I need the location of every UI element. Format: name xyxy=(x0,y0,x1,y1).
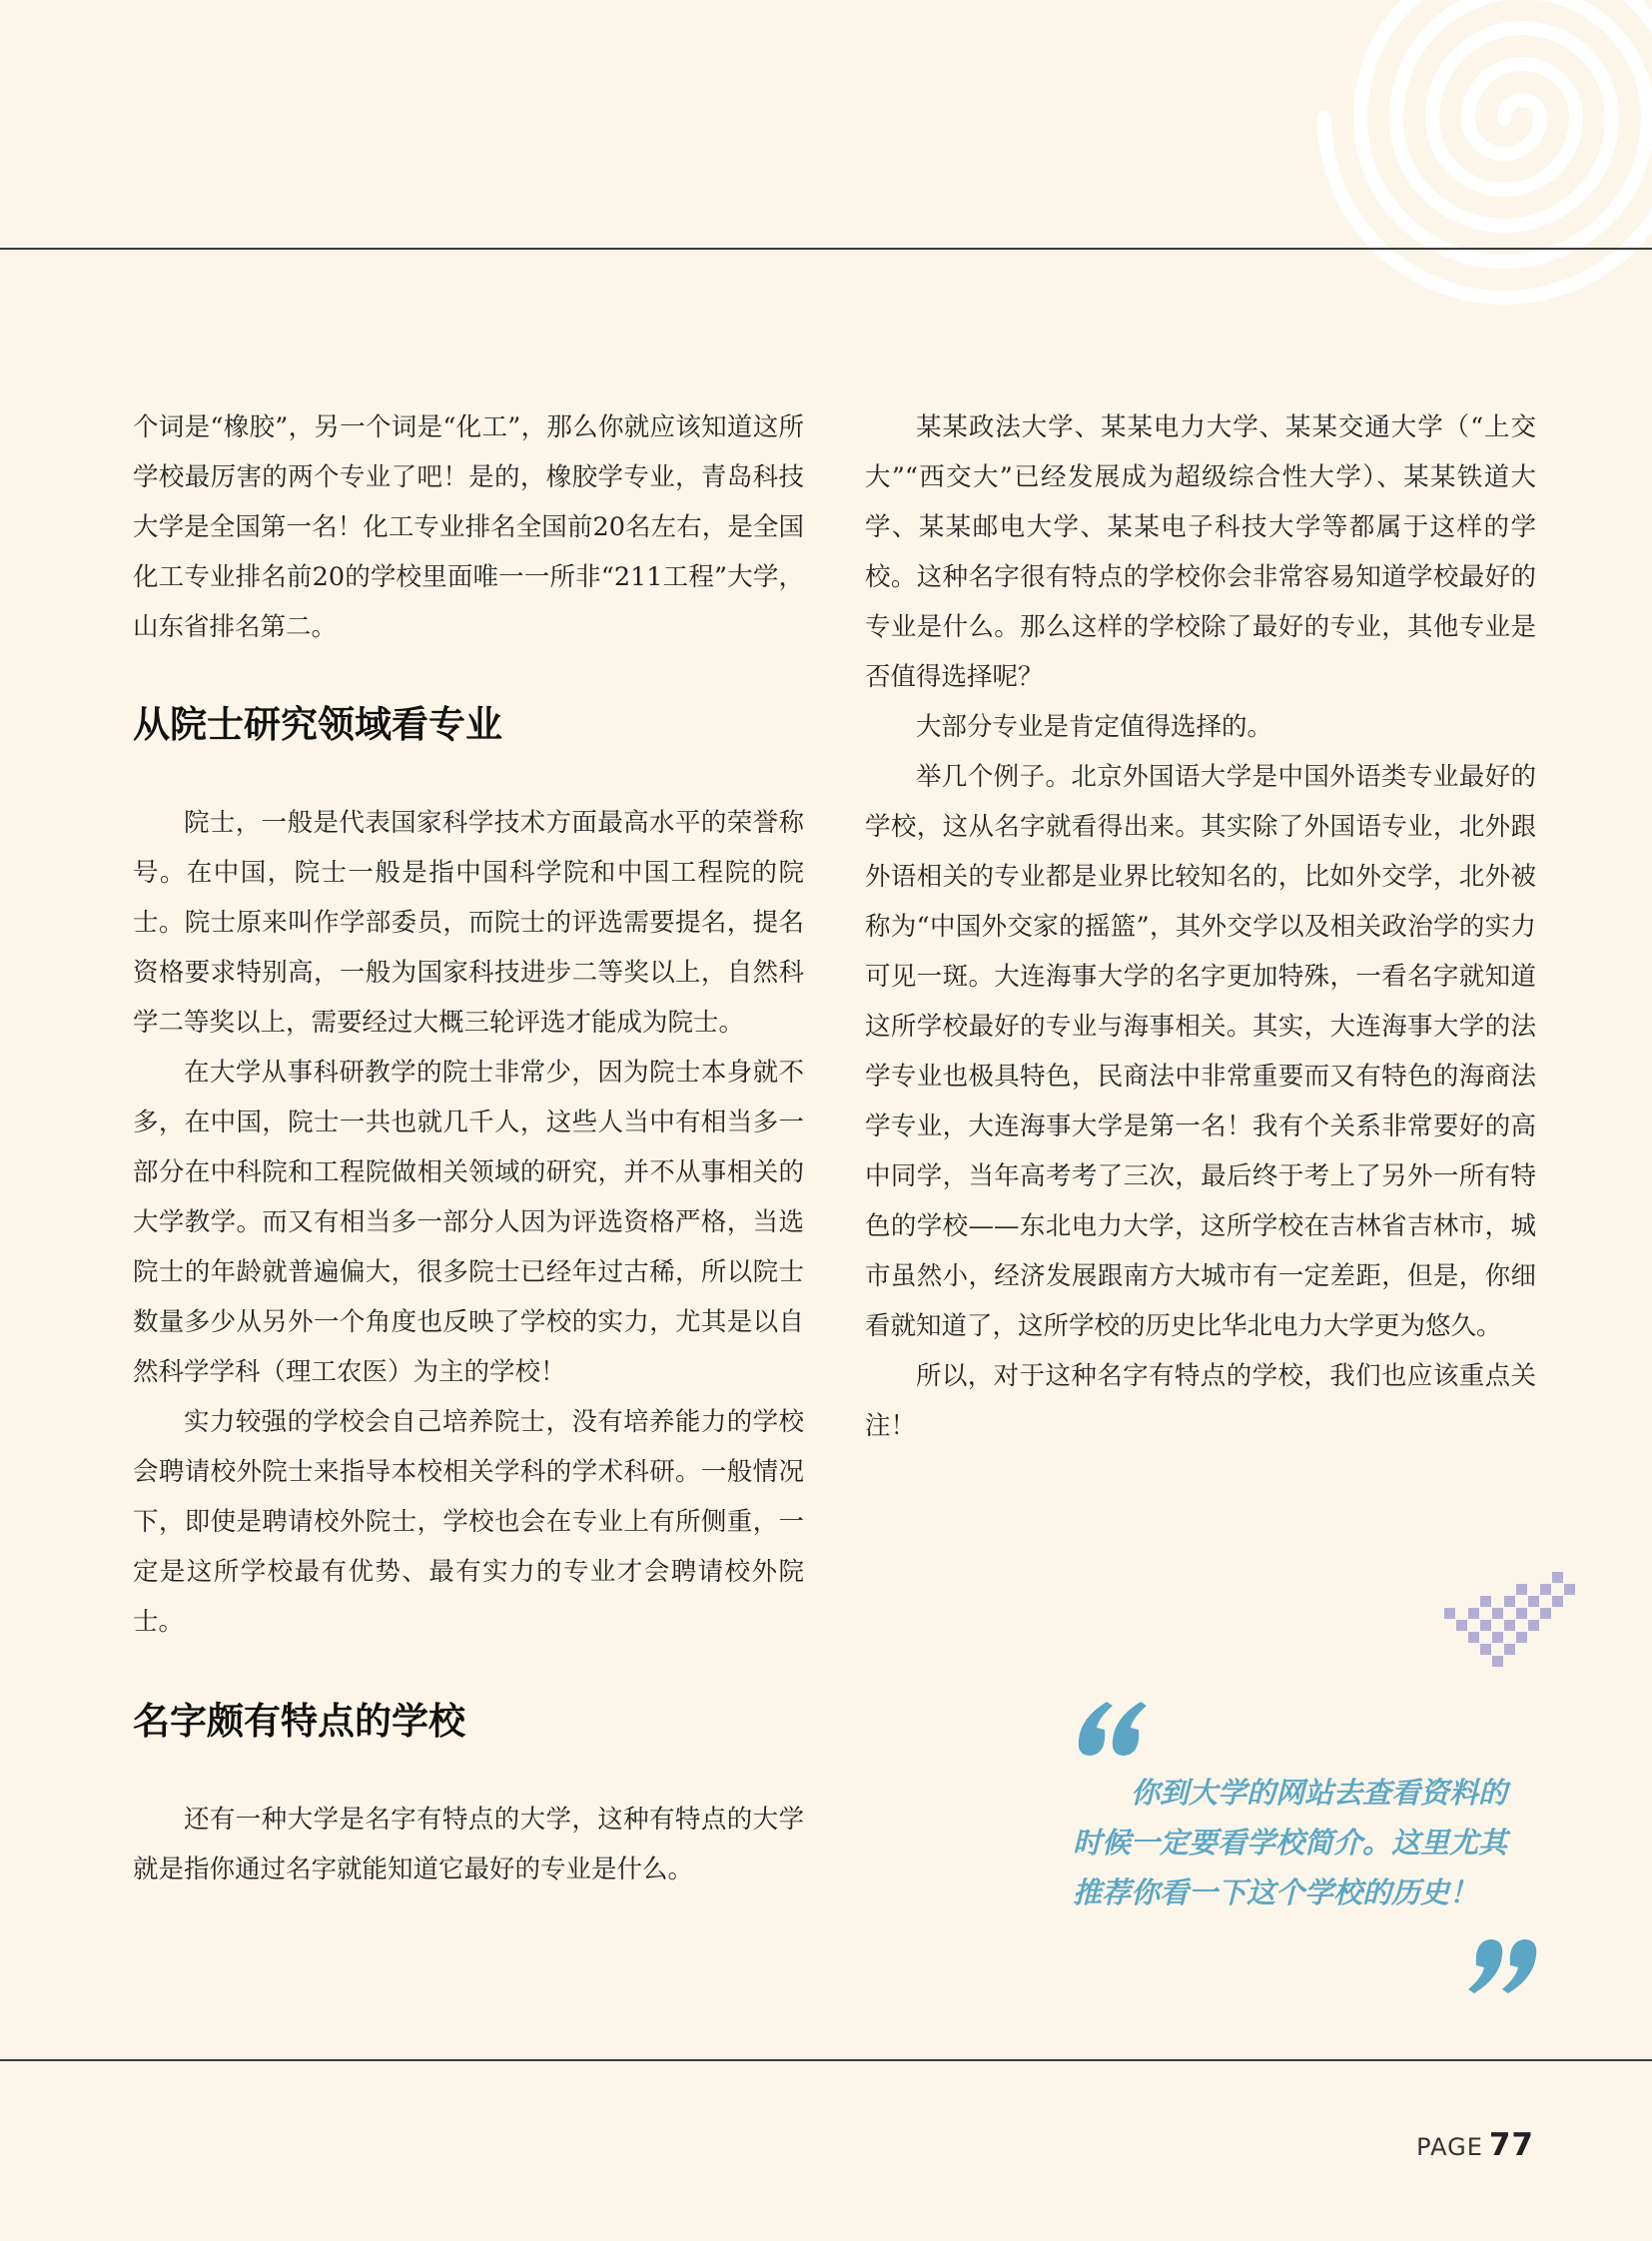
pixel-cross-decoration-icon xyxy=(1444,1564,1578,1674)
pull-quote-line-1: 你到大学的网站去查看资料的 xyxy=(1131,1776,1508,1810)
left-column xyxy=(133,402,804,1894)
right-paragraph-1: 某某政法大学、某某电力大学、某某交通大学（“上交大”“西交大”已经发展成为超级综合性大学）、某某铁道大学、某某邮电大学、某某电子科技大学等都属于这样的学校。这种名字很有特点的学校你会非常容易知道学校最好的专业是什么。那么这样的学校除了最好的专业，其他专业是否值得选择呢？ xyxy=(865,412,1536,692)
right-paragraph-3: 举几个例子。北京外国语大学是中国外语类专业最好的学校，这从名字就看得出来。其实除了外国语专业，北外跟外语相关的专业都是业界比较知名的，比如外交学，北外被称为“中国外交家的摇篮”，其外交学以及相关政治学的实力可见一斑。大连海事大学的名字更加特殊，一看名字就知道这所学校最好的专业与海事相关。其实，大连海事大学的法学专业也极具特色，民商法中非常重要而又有特色的海商法学专业，大连海事大学是第一名！我有个关系非常要好的高中同学，当年高考考了三次，最后终于考上了另外一所有特色的学校——东北电力大学，这所学校在吉林省吉林市，城市虽然小，经济发展跟南方大城市有一定差距，但是，你细看就知道了，这所学校的历史比华北电力大学更为悠久。 xyxy=(865,762,1536,1341)
top-rule xyxy=(0,248,1652,250)
bottom-rule xyxy=(0,2059,1652,2061)
section-heading-academicians: 从院士研究领域看专业 xyxy=(133,703,502,746)
left-paragraph-5: 还有一种大学是名字有特点的大学，这种有特点的大学就是指你通过名字就能知道它最好的专业是什么。 xyxy=(133,1805,804,1884)
section-heading-distinctive-names: 名字颇有特点的学校 xyxy=(133,1700,465,1743)
right-paragraph-2: 大部分专业是肯定值得选择的。 xyxy=(916,712,1273,742)
left-paragraph-1: 个词是“橡胶”，另一个词是“化工”，那么你就应该知道这所学校最厉害的两个专业了吧！是的，橡胶学专业，青岛科技大学是全国第一名！化工专业排名全国前20名左右，是全国化工专业排名前20的学校里面唯一一所非“211工程”大学，山东省排名第二。 xyxy=(133,412,804,642)
pull-quote-line-3: 推荐你看一下这个学校的历史！ xyxy=(1073,1875,1479,1909)
close-quote-icon xyxy=(1468,1937,1538,1997)
right-paragraph-4: 所以，对于这种名字有特点的学校，我们也应该重点关注！ xyxy=(865,1361,1536,1441)
right-column xyxy=(865,402,1536,1451)
page-label: PAGE xyxy=(1416,2133,1483,2161)
page-number-value: 77 xyxy=(1488,2127,1534,2163)
page-number xyxy=(1416,2127,1534,2163)
pull-quote xyxy=(1073,1768,1542,1917)
left-paragraph-2: 院士，一般是代表国家科学技术方面最高水平的荣誉称号。在中国，院士一般是指中国科学院和中国工程院的院士。院士原来叫作学部委员，而院士的评选需要提名，提名资格要求特别高，一般为国家科技进步二等奖以上，自然科学二等奖以上，需要经过大概三轮评选才能成为院士。 xyxy=(133,808,804,1038)
pull-quote-line-2: 时候一定要看学校简介。这里尤其 xyxy=(1073,1826,1508,1860)
left-paragraph-3: 在大学从事科研教学的院士非常少，因为院士本身就不多，在中国，院士一共也就几千人，这些人当中有相当多一部分在中科院和工程院做相关领域的研究，并不从事相关的大学教学。而又有相当多一部分人因为评选资格严格，当选院士的年龄就普遍偏大，很多院士已经年过古稀，所以院士数量多少从另外一个角度也反映了学校的实力，尤其是以自然科学学科（理工农医）为主的学校！ xyxy=(133,1058,804,1387)
open-quote-icon xyxy=(1077,1698,1147,1758)
swirl-decoration-icon xyxy=(1268,0,1652,360)
left-paragraph-4: 实力较强的学校会自己培养院士，没有培养能力的学校会聘请校外院士来指导本校相关学科的学术科研。一般情况下，即使是聘请校外院士，学校也会在专业上有所侧重，一定是这所学校最有优势、最有实力的专业才会聘请校外院士。 xyxy=(133,1407,804,1637)
